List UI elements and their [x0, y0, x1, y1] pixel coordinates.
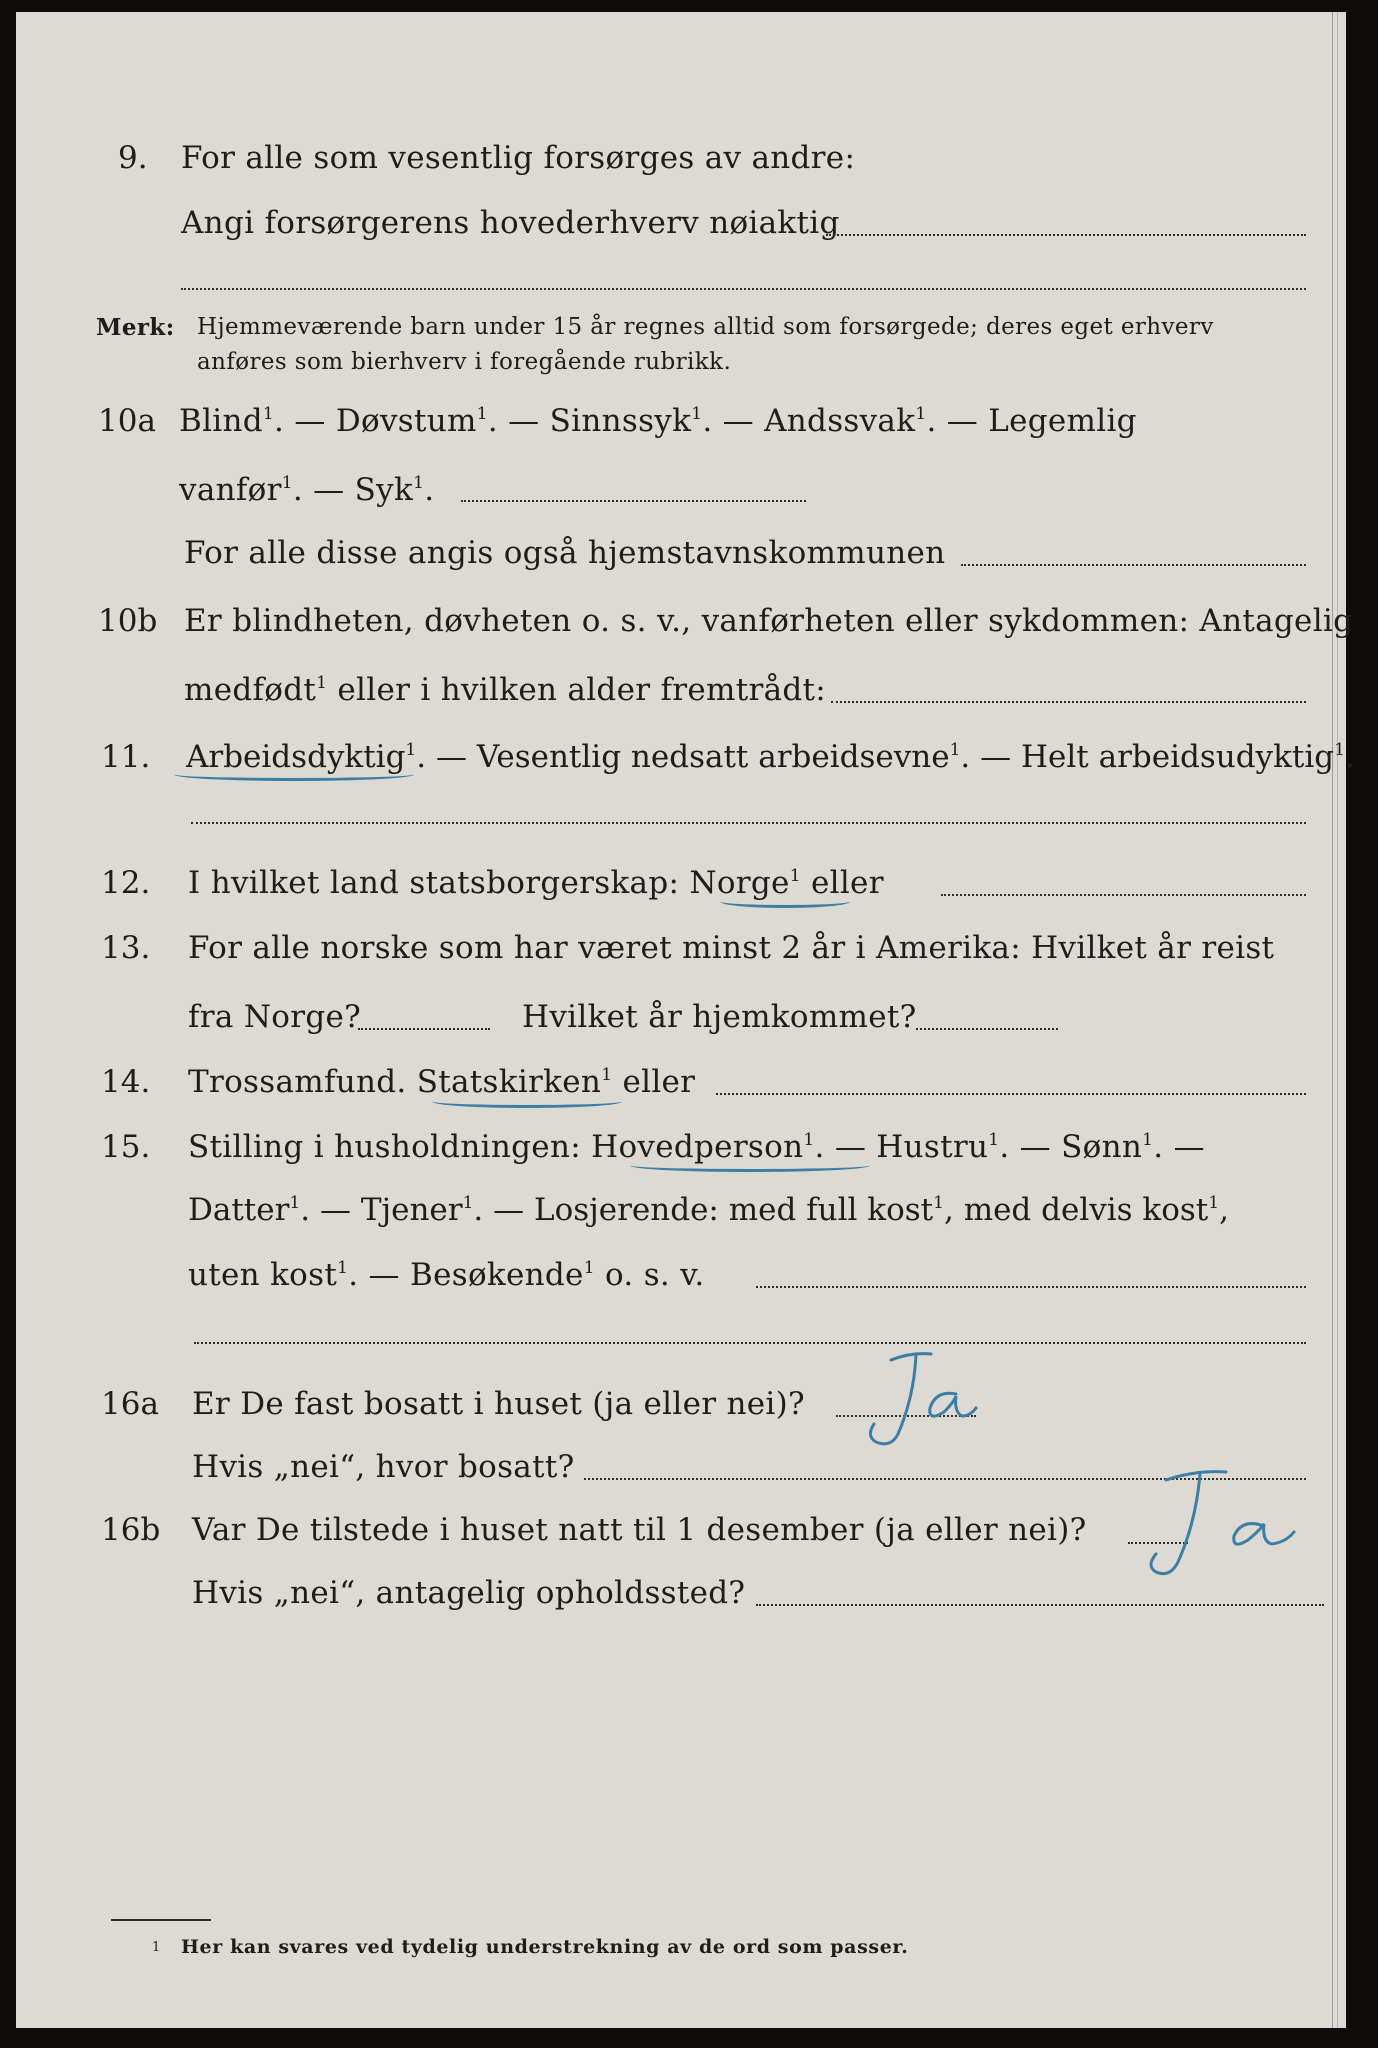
footnote-ref: 1 [691, 404, 703, 424]
option-blind[interactable]: Blind [179, 403, 263, 439]
pen-underline-hovedperson [630, 1159, 870, 1172]
footnote-ref: 1 [476, 404, 488, 424]
q10a-home-municipality-label: For alle disse angis også hjemstavnskommunen [184, 535, 946, 571]
q13-returned-label: Hvilket år hjemkommet? [522, 999, 917, 1035]
footnote-ref: 1 [1142, 1130, 1154, 1150]
footnote-ref: 1 [949, 740, 961, 760]
separator: — [319, 1192, 351, 1228]
q16b-question: Var De tilstede i huset natt til 1 desember (ja eller nei)? [192, 1512, 1087, 1548]
q10b-line-2 [184, 672, 826, 708]
q9-breadwinner-label: Angi forsørgerens hovederhverv nøiaktig [181, 205, 840, 241]
footnote-mark: 1 [152, 1940, 161, 1955]
q9-question: For alle som vesentlig forsørges av andre: [181, 140, 856, 176]
q16b-number: 16b [101, 1512, 161, 1548]
footnote-ref: 1 [988, 1130, 1000, 1150]
q16a-answer-text: Ja [844, 1356, 845, 1357]
q15-answer-line[interactable] [756, 1286, 1306, 1288]
q10a-number: 10a [98, 403, 156, 439]
q13-returned-answer-line[interactable] [916, 1028, 1058, 1030]
q16b-whereabouts-label: Hvis „nei“, antagelig opholdssted? [192, 1575, 746, 1611]
q10b-question: Er blindheten, døvheten o. s. v., vanførheten eller sykdommen: Antagelig [184, 603, 1354, 639]
q15-line-1: Stilling i husholdningen: Hovedperson$^1$. — Hustru$^1$. — Sønn$^1$. — [188, 1129, 1205, 1165]
footnote-ref: 1 [915, 404, 927, 424]
separator: — [294, 403, 326, 439]
footnote-ref: 1 [262, 404, 275, 424]
q16b-whereabouts-line[interactable] [756, 1604, 1324, 1606]
separator: — [1173, 1129, 1205, 1165]
pen-underline-statskirken [432, 1095, 622, 1108]
q16b-handwritten-answer [1116, 1462, 1316, 1592]
option-full-kost[interactable]: med full kost [728, 1192, 934, 1228]
q12-number: 12. [101, 865, 151, 901]
option-sonn[interactable]: Sønn [1061, 1129, 1143, 1165]
q15-label: Stilling i husholdningen: [188, 1129, 592, 1165]
q14-eller: eller [612, 1064, 696, 1100]
separator: — [722, 403, 754, 439]
q13-question: For alle norske som har været minst 2 år i Amerika: Hvilket år reist [188, 930, 1275, 966]
option-uten-kost[interactable]: uten kost [188, 1257, 338, 1293]
option-helt-arbeidsudyktig[interactable]: Helt arbeidsudyktig [1020, 739, 1335, 775]
option-arbeidsdyktig[interactable]: Arbeidsdyktig [186, 739, 406, 775]
q9-answer-line[interactable] [826, 234, 1306, 236]
footnote-ref: 1 [316, 673, 328, 693]
option-vesentlig-nedsatt[interactable]: Vesentlig nedsatt arbeidsevne [476, 739, 950, 775]
q15-number: 15. [101, 1129, 151, 1165]
footnote-ref: 1 [1208, 1193, 1220, 1213]
footnote-ref: 1 [789, 866, 801, 886]
q13-number: 13. [101, 930, 151, 966]
q14-number: 14. [101, 1064, 151, 1100]
q16a-question: Er De fast bosatt i huset (ja eller nei)? [192, 1386, 805, 1422]
q16a-where-label: Hvis „nei“, hvor bosatt? [192, 1449, 575, 1485]
option-losjerende: Losjerende: [534, 1192, 719, 1228]
separator: — [493, 1192, 525, 1228]
footnote-ref: 1 [803, 1130, 815, 1150]
q15-answer-line-2[interactable] [194, 1342, 1306, 1344]
footnote-ref: 1 [413, 473, 425, 493]
q10b-age-label: eller i hvilken alder fremtrådt: [327, 672, 827, 708]
q15-line-3: uten kost$^1$. — Besøkende$^1$ o. s. v. [188, 1257, 705, 1293]
option-andssvak[interactable]: Andssvak [764, 403, 916, 439]
footnote-text: Her kan svares ved tydelig understrekning av de ord som passer. [181, 1936, 909, 1958]
q10a-answer-line[interactable] [461, 500, 806, 502]
separator: — [368, 1257, 400, 1293]
pen-underline-arbeidsdyktig [174, 768, 414, 781]
option-sinnssyk[interactable]: Sinnssyk [549, 403, 692, 439]
option-hustru[interactable]: Hustru [876, 1129, 989, 1165]
q10a-options-line-2: vanfør$^1$. — Syk$^1$. [179, 472, 435, 508]
footnote-ref: 1 [462, 1193, 474, 1213]
q15-line-2: Datter$^1$. — Tjener$^1$. — Losjerende: med full kost$^1$, med delvis kost$^1$, [188, 1192, 1229, 1228]
separator: — [946, 403, 979, 439]
q10b-number: 10b [98, 603, 158, 639]
pen-underline-norge [720, 895, 850, 908]
page-edge-fold [1332, 12, 1338, 2028]
option-syk[interactable]: Syk [354, 472, 414, 508]
option-datter[interactable]: Datter [188, 1192, 290, 1228]
census-form-page [16, 12, 1355, 2028]
q16a-handwritten-answer [836, 1342, 1006, 1462]
footnote-ref: 1 [601, 1065, 613, 1085]
q11-options: Arbeidsdyktig$^1$. — Vesentlig nedsatt arbeidsevne$^1$. — Helt arbeidsudyktig$^1$. [186, 739, 1355, 775]
footnote-ref: 1 [289, 1193, 301, 1213]
footnote-ref: 1 [281, 473, 293, 493]
q9-answer-line-2[interactable] [181, 288, 1306, 290]
option-vanfor[interactable]: vanfør [179, 472, 282, 508]
q13-left-answer-line[interactable] [358, 1028, 490, 1030]
q10b-answer-line[interactable] [831, 701, 1306, 703]
q10a-municipality-line[interactable] [961, 564, 1306, 566]
q16a-number: 16a [101, 1386, 159, 1422]
q13-left-label: fra Norge? [188, 999, 362, 1035]
option-legemlig[interactable]: Legemlig [988, 403, 1137, 439]
footnote-ref: 1 [1334, 740, 1345, 760]
q11-answer-line[interactable] [191, 822, 1306, 824]
q16b-answer-text: Ja [1124, 1476, 1125, 1477]
separator: — [834, 1129, 867, 1165]
option-statskirken[interactable]: Statskirken [416, 1064, 602, 1100]
separator: — [980, 739, 1012, 775]
option-besokende[interactable]: Besøkende [410, 1257, 584, 1293]
separator: — [508, 403, 540, 439]
separator: — [1019, 1129, 1051, 1165]
footnote-ref: 1 [337, 1258, 349, 1278]
q9-number: 9. [118, 140, 148, 176]
option-norge[interactable]: Norge [689, 865, 790, 901]
separator: — [435, 739, 467, 775]
footnote-ref: 1 [405, 740, 417, 760]
option-tjener[interactable]: Tjener [360, 1192, 463, 1228]
footnote-ref: 1 [583, 1258, 595, 1278]
q14-answer-line[interactable] [716, 1093, 1306, 1095]
merk-label: Merk: [96, 314, 175, 341]
separator: — [313, 472, 345, 508]
option-medfodt[interactable]: medfødt [184, 672, 317, 708]
q12-eller: eller [800, 865, 884, 901]
q14-label: Trossamfund. [188, 1064, 417, 1100]
option-hovedperson[interactable]: Hovedperson [591, 1129, 804, 1165]
footnote-rule [111, 1919, 211, 1921]
option-delvis-kost[interactable]: med delvis kost [963, 1192, 1209, 1228]
footnote-ref: 1 [933, 1193, 944, 1213]
merk-line-1: Hjemmeværende barn under 15 år regnes alltid som forsørgede; deres eget erhverv [197, 314, 1214, 340]
q10a-options-line-1: Blind$^1$. — Døvstum$^1$. — Sinnssyk$^1$. — Andssvak$^1$. — Legemlig [179, 403, 1137, 439]
q14-question [188, 1064, 695, 1100]
q12-answer-line[interactable] [941, 894, 1306, 896]
q15-osv: o. s. v. [604, 1257, 705, 1293]
merk-line-2: anføres som bierhverv i foregående rubrikk. [197, 349, 732, 375]
option-dovstum[interactable]: Døvstum [335, 403, 477, 439]
q12-label: I hvilket land statsborgerskap: [188, 865, 690, 901]
q11-number: 11. [101, 739, 151, 775]
